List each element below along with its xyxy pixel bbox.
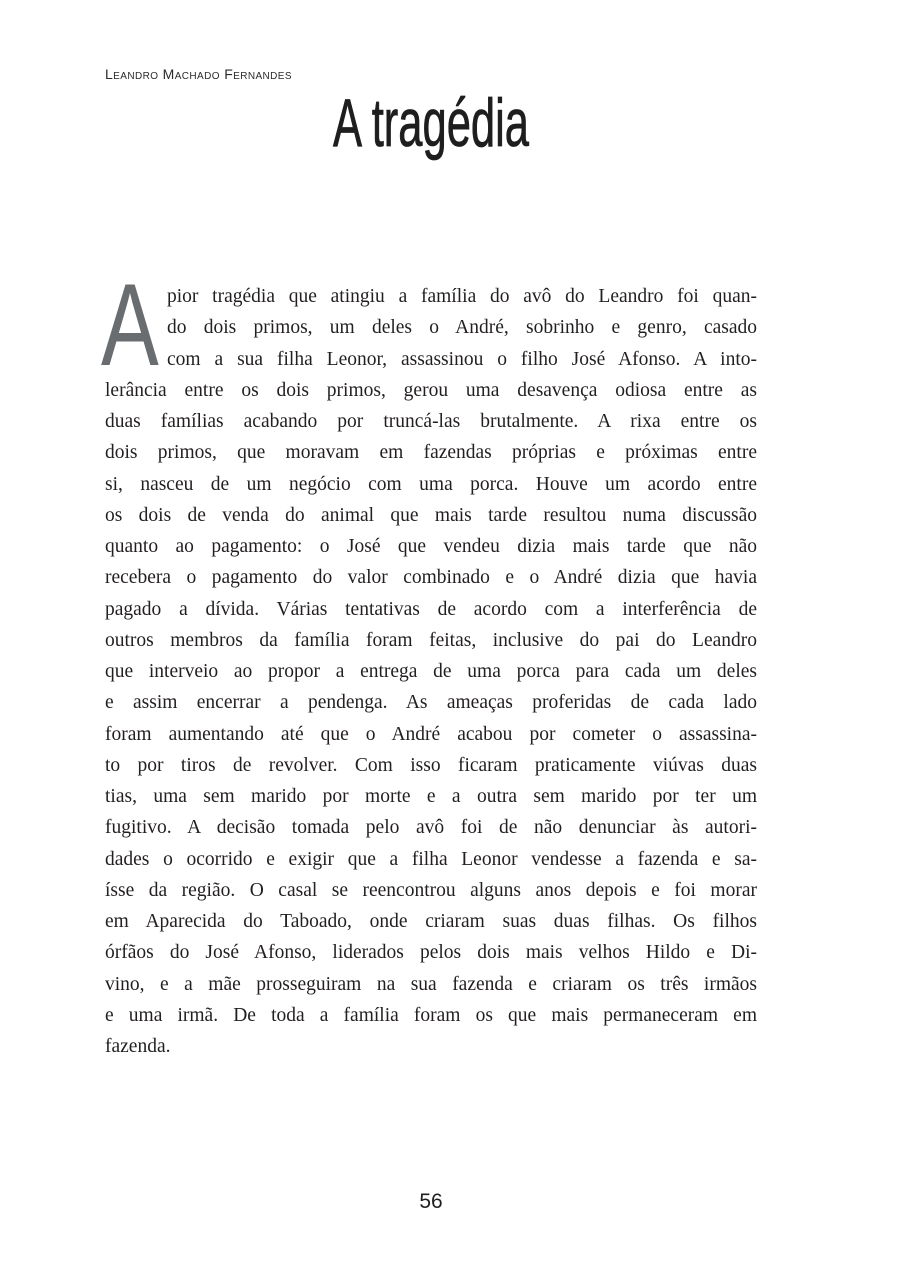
text-line: ísse da região. O casal se reencontrou alguns anos depois e foi morar	[105, 879, 757, 901]
text-line: pior tragédia que atingiu a família do avô do Leandro foi quan-	[167, 286, 757, 307]
drop-cap-letter: A	[101, 259, 159, 390]
text-line: fugitivo. A decisão tomada pelo avô foi de não denunciar às autori-	[105, 817, 757, 839]
text-line: órfãos do José Afonso, liderados pelos dois mais velhos Hildo e Di-	[105, 942, 757, 964]
text-line: duas famílias acabando por truncá-las brutalmente. A rixa entre os	[105, 411, 757, 432]
text-line: dades o ocorrido e exigir que a filha Leonor vendesse a fazenda e sa-	[105, 848, 757, 870]
text-line: vino, e a mãe prosseguiram na sua fazenda e criaram os três irmãos	[105, 973, 757, 995]
text-line: e assim encerrar a pendenga. As ameaças proferidas de cada lado	[105, 692, 757, 714]
text-line: pagado a dívida. Várias tentativas de acordo com a interferência de	[105, 598, 757, 620]
chapter-paragraph	[105, 281, 757, 1062]
text-line: foram aumentando até que o André acabou por cometer o assassina-	[105, 723, 757, 745]
text-line: to por tiros de revolver. Com isso ficaram praticamente viúvas duas	[105, 754, 757, 776]
text-line: quanto ao pagamento: o José que vendeu dizia mais tarde que não	[105, 536, 757, 557]
page-number: 56	[419, 1190, 443, 1213]
text-line: dois primos, que moravam em fazendas próprias e próximas entre	[105, 442, 757, 464]
text-line: com a sua filha Leonor, assassinou o filho José Afonso. A into-	[167, 348, 757, 370]
running-header-author: Leandro Machado Fernandes	[105, 66, 292, 82]
text-line: recebera o pagamento do valor combinado e o André dizia que havia	[105, 567, 757, 589]
text-line: fazenda.	[105, 1036, 171, 1057]
text-line: lerância entre os dois primos, gerou uma desavença odiosa entre as	[105, 379, 757, 401]
text-line: em Aparecida do Taboado, onde criaram suas duas filhas. Os filhos	[105, 911, 757, 932]
text-line: outros membros da família foram feitas, inclusive do pai do Leandro	[105, 629, 757, 651]
text-line: que interveio ao propor a entrega de uma porca para cada um deles	[105, 661, 757, 682]
chapter-title: A tragédia	[333, 85, 529, 161]
text-line: si, nasceu de um negócio com uma porca. Houve um acordo entre	[105, 473, 757, 495]
text-line: do dois primos, um deles o André, sobrinho e genro, casado	[167, 317, 757, 339]
text-line: e uma irmã. De toda a família foram os que mais permaneceram em	[105, 1004, 757, 1026]
text-line: tias, uma sem marido por morte e a outra sem marido por ter um	[105, 786, 757, 807]
text-line: os dois de venda do animal que mais tarde resultou numa discussão	[105, 504, 757, 526]
